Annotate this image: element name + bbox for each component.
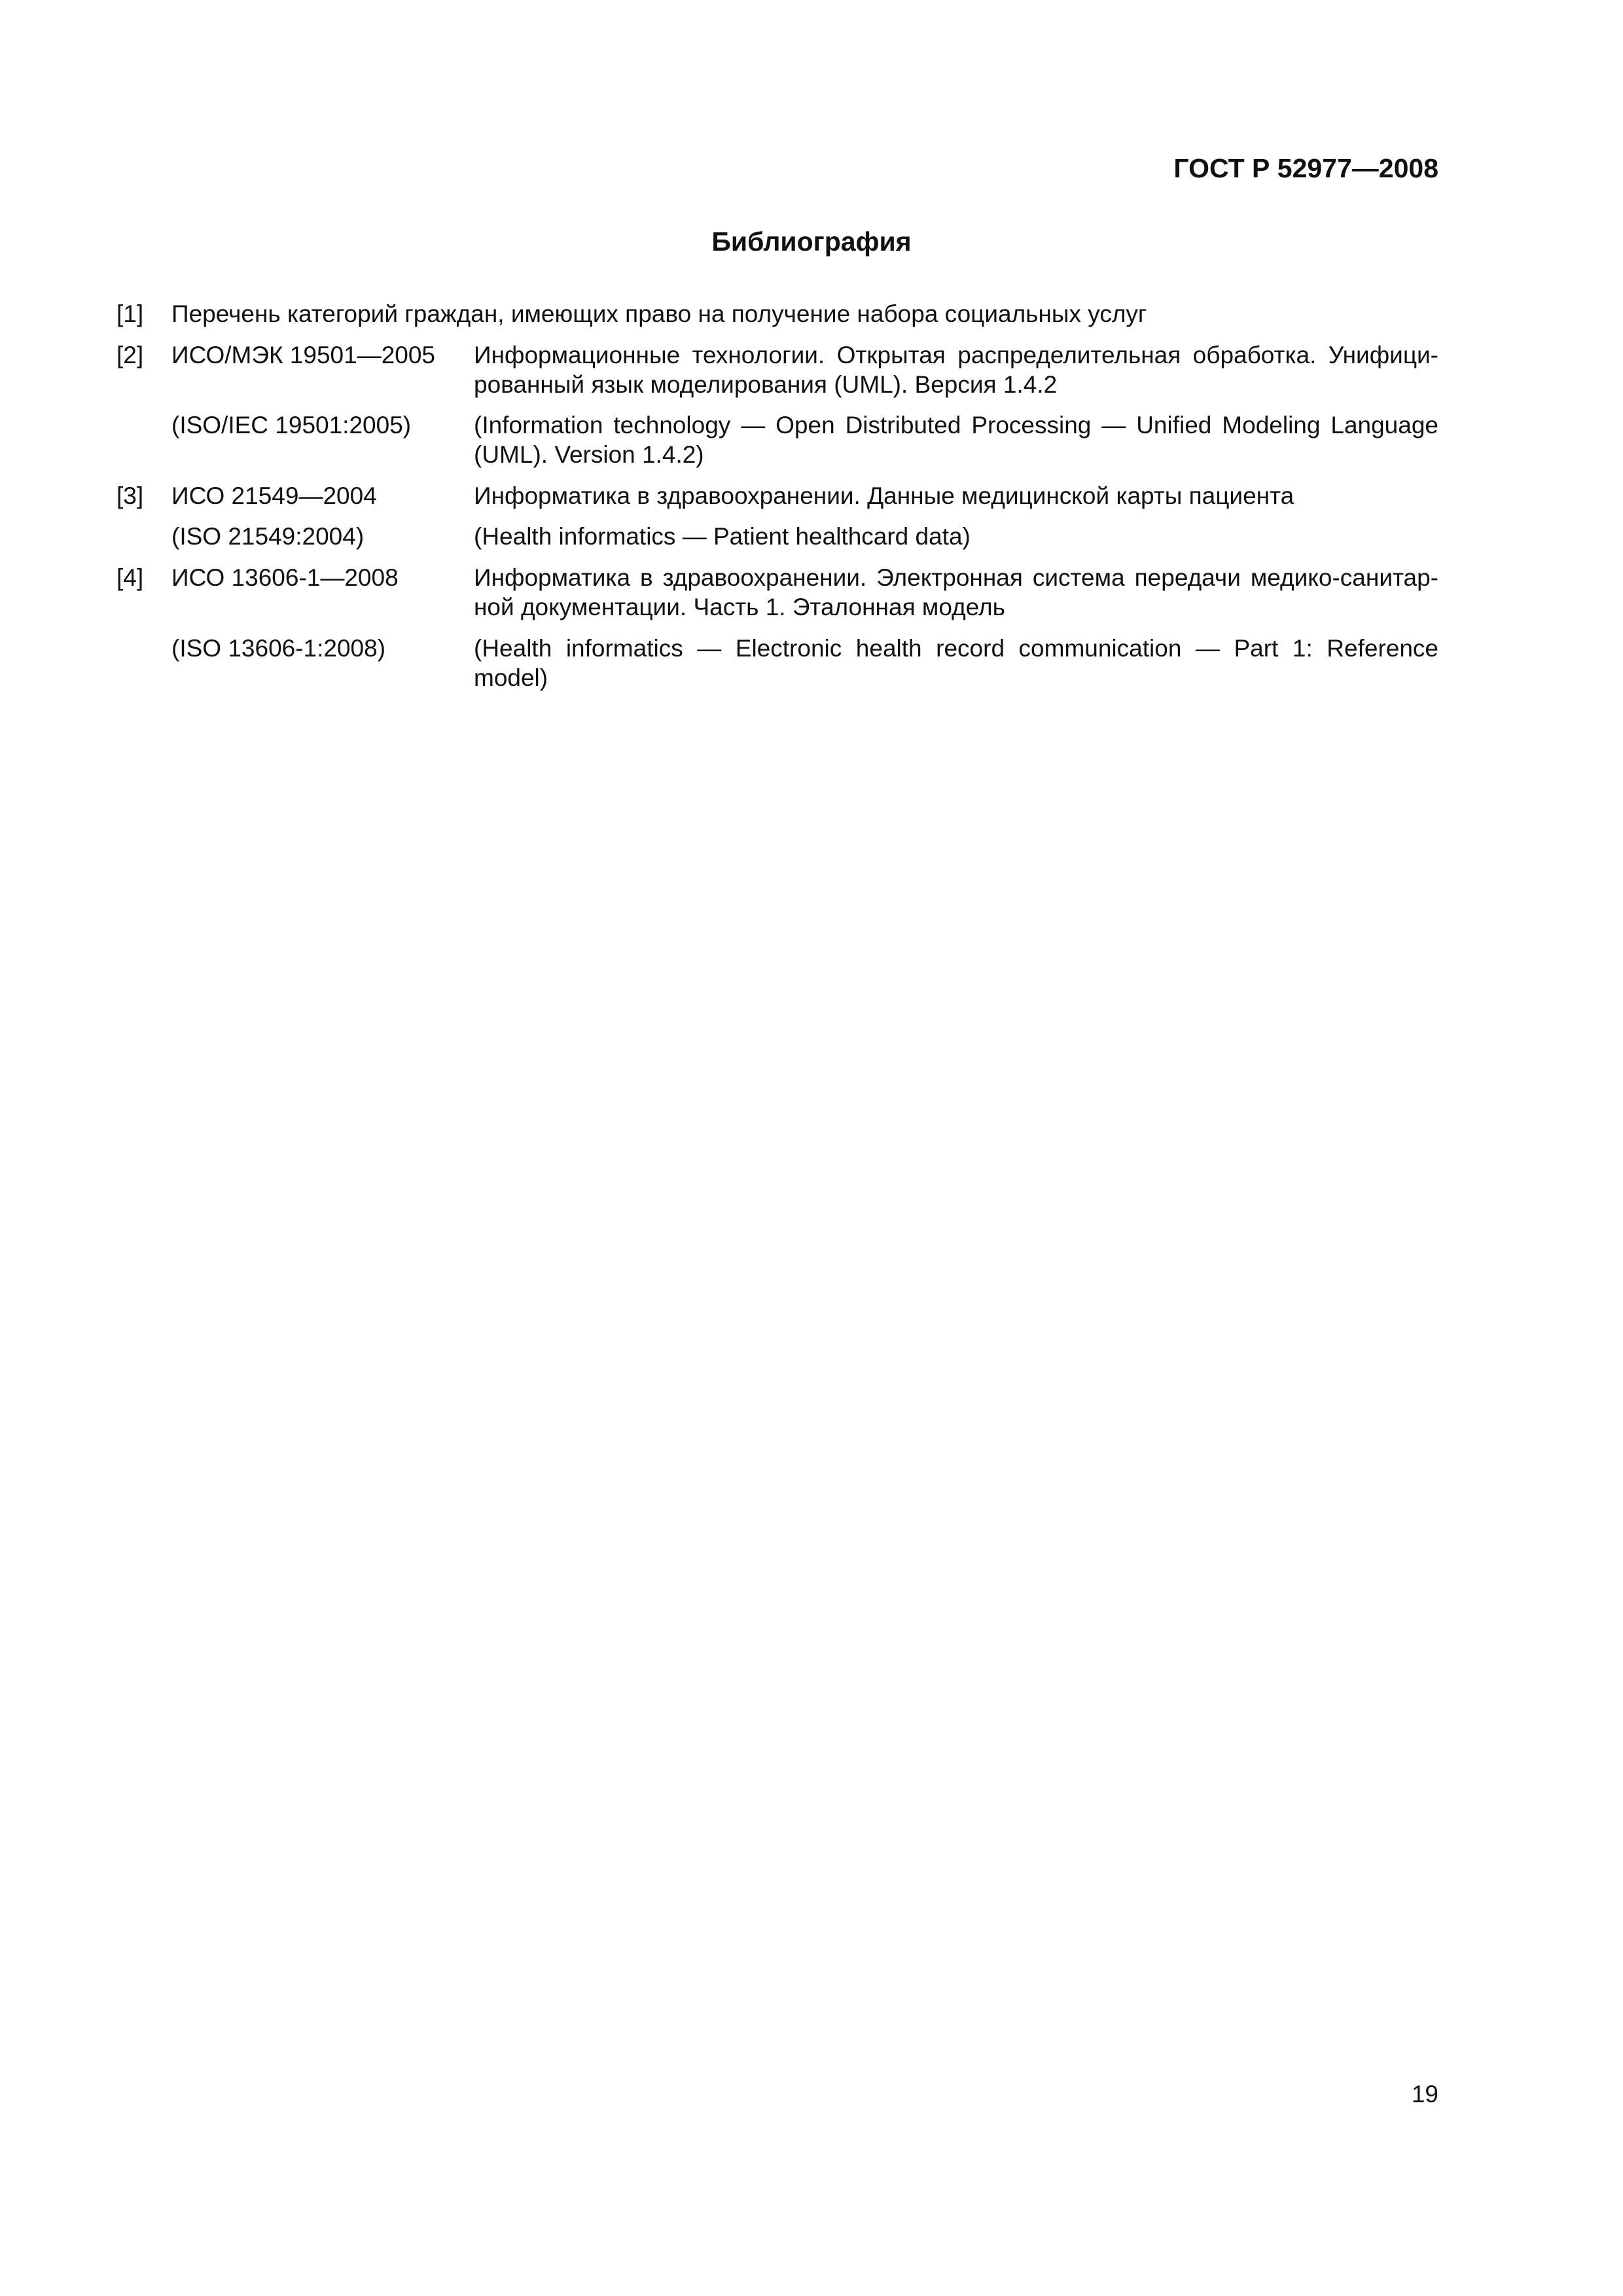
entry-title: Информационные технологии. Открытая распределительная обработка. Унифици-рованный язык моделирования (UML). Версия 1.4.2 xyxy=(474,342,1438,398)
entry-number: [2] xyxy=(116,342,144,368)
entry-original-standard: (ISO/IEC 19501:2005) xyxy=(171,412,412,439)
entry-text: Перечень категорий граждан, имеющих право на получение набора социальных услуг xyxy=(171,300,1147,327)
bibliography-title: Библиография xyxy=(711,226,912,257)
entry-number: [3] xyxy=(116,482,144,509)
entry-original-standard: (ISO 21549:2004) xyxy=(171,523,365,550)
entry-title: Информатика в здравоохранении. Электронная система передачи медико-санитар-ной документации. Часть 1. Эталонная модель xyxy=(474,564,1438,620)
page-number: 19 xyxy=(1411,2081,1438,2108)
entry-number: [4] xyxy=(116,564,144,591)
entry-standard: ИСО/МЭК 19501—2005 xyxy=(171,342,436,368)
entry-title: Информатика в здравоохранении. Данные медицинской карты пациента xyxy=(474,482,1294,509)
entry-standard: ИСО 21549—2004 xyxy=(171,482,377,509)
entry-standard: ИСО 13606-1—2008 xyxy=(171,564,399,591)
entry-original-title: (Health informatics — Electronic health record communication — Part 1: Reference model) xyxy=(474,635,1438,691)
entry-number: [1] xyxy=(116,300,144,327)
entry-original-title: (Information technology — Open Distributed Processing — Unified Modeling Language (UML). Version 1.4.2) xyxy=(474,412,1438,468)
entry-original-standard: (ISO 13606-1:2008) xyxy=(171,635,386,662)
document-code: ГОСТ Р 52977—2008 xyxy=(1173,153,1438,183)
entry-original-title: (Health informatics — Patient healthcard data) xyxy=(474,523,971,550)
